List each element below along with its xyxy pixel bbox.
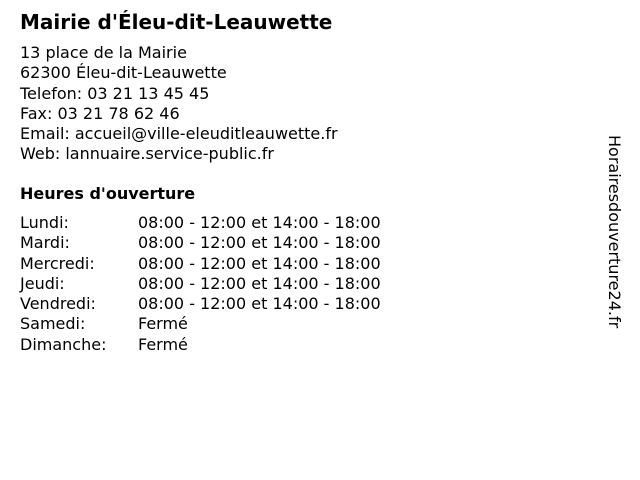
time-value: 08:00 - 12:00 et 14:00 - 18:00 [138, 294, 381, 314]
day-label: Mercredi: [20, 253, 95, 273]
time-value: 08:00 - 12:00 et 14:00 - 18:00 [138, 273, 381, 293]
hours-row-mercredi [20, 254, 381, 274]
page-title: Mairie d'Éleu-dit-Leauwette [20, 10, 333, 34]
day-label: Dimanche: [20, 334, 107, 354]
hours-row-mardi [20, 233, 381, 253]
hours-row-vendredi [20, 294, 381, 314]
time-value: Fermé [138, 314, 188, 334]
web-text: Web: lannuaire.service-public.fr [20, 144, 274, 164]
day-label: Samedi: [20, 314, 86, 334]
day-label: Vendredi: [20, 294, 96, 314]
hours-row-jeudi [20, 274, 381, 294]
phone-text: Telefon: 03 21 13 45 45 [20, 83, 210, 103]
day-label: Lundi: [20, 213, 69, 232]
time-value: 08:00 - 12:00 et 14:00 - 18:00 [138, 213, 381, 232]
hours-row-lundi [20, 213, 381, 233]
email-text: Email: accueil@ville-eleuditleauwette.fr [20, 124, 338, 144]
time-value: 08:00 - 12:00 et 14:00 - 18:00 [138, 233, 381, 253]
hours-row-dimanche [20, 335, 381, 355]
site-watermark: Horairesdouverture24.fr [605, 135, 624, 329]
time-value: Fermé [138, 334, 188, 354]
address-line-1: 13 place de la Mairie [20, 43, 187, 62]
time-value: 08:00 - 12:00 et 14:00 - 18:00 [138, 253, 381, 273]
address-line-2: 62300 Éleu-dit-Leauwette [20, 63, 227, 83]
fax-text: Fax: 03 21 78 62 46 [20, 103, 180, 123]
day-label: Jeudi: [20, 273, 65, 293]
opening-hours-list [20, 213, 381, 355]
hours-row-samedi [20, 314, 381, 334]
contact-block [20, 43, 338, 165]
opening-hours-heading: Heures d'ouverture [20, 184, 196, 203]
day-label: Mardi: [20, 233, 70, 253]
